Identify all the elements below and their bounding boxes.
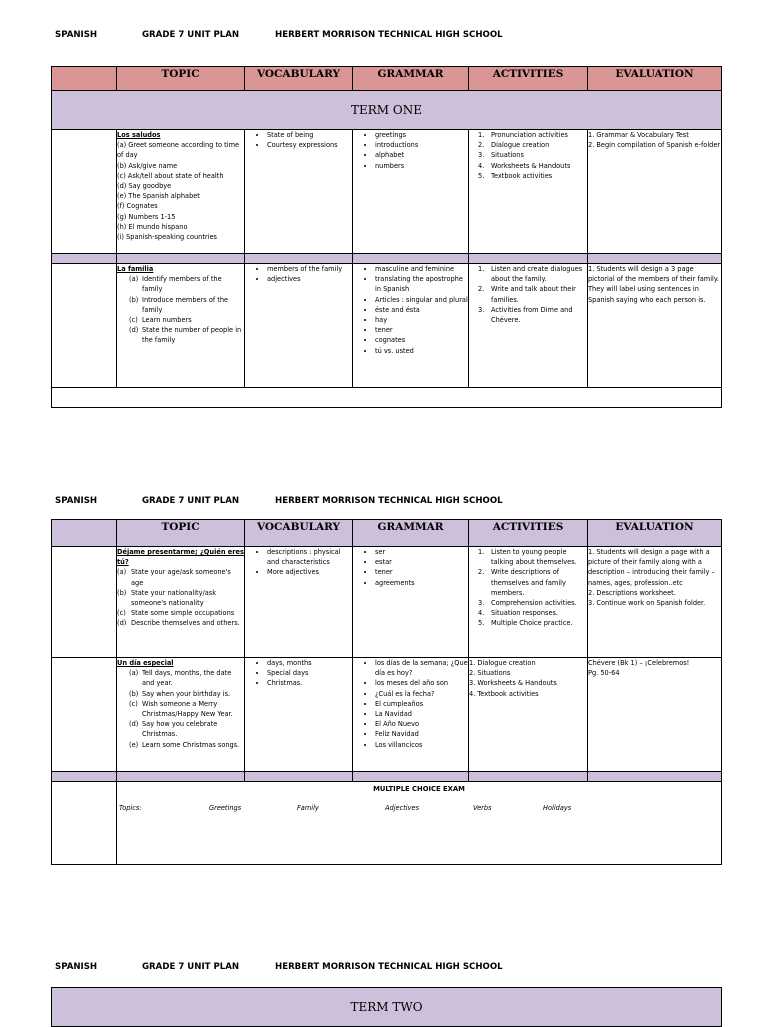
list-item: • Feliz Navidad	[375, 729, 468, 739]
list-item: 1. Pronunciation activities	[478, 131, 568, 139]
list-item: (h) El mundo hispano	[117, 222, 188, 231]
topic-title: Un día especial	[117, 659, 174, 667]
topic-cell	[117, 658, 245, 772]
evaluation-cell	[588, 264, 722, 388]
list-item: (c) Ask/tell about state of health	[117, 171, 224, 180]
list-item: • Courtesy expressions	[267, 140, 352, 150]
list-item: • tener	[375, 567, 468, 577]
topics-label: Topics:	[119, 804, 142, 813]
list-item: (i) Spanish-speaking countries	[117, 233, 217, 242]
list-item: 4. Situation responses.	[478, 609, 559, 618]
evaluation-cell	[588, 547, 722, 658]
evaluation-header: EVALUATION	[588, 67, 722, 91]
grammar-cell	[353, 130, 469, 254]
list-item: • El Año Nuevo	[375, 719, 468, 729]
list-item: 1. Listen to young people talking about themselves.	[478, 548, 577, 567]
topic-title: La familia	[117, 265, 154, 273]
spacer-row	[52, 254, 722, 264]
list-item: • masculine and feminine	[375, 264, 468, 274]
page-header	[0, 496, 768, 510]
list-item: • La Navidad	[375, 709, 468, 719]
list-item: 4. Worksheets & Handouts	[478, 161, 571, 170]
list-item: (d) Describe themselves and others.	[117, 619, 240, 628]
list-item: (a) Identify members of the family	[129, 275, 222, 294]
topic-header: TOPIC	[117, 67, 245, 91]
activities-cell	[469, 264, 588, 388]
evaluation-header: EVALUATION	[588, 520, 722, 547]
list-item: (d) Say how you celebrate Christmas.	[129, 720, 218, 739]
list-item: 5. Textbook activities	[478, 171, 553, 180]
list-item: • translating the apostrophe in Spanish	[375, 274, 468, 294]
list-item: (b) Ask/give name	[117, 161, 178, 170]
list-item: (b) Say when your birthday is.	[129, 689, 231, 698]
activities-cell	[469, 658, 588, 772]
vocabulary-cell	[245, 264, 353, 388]
list-item: 2. Dialogue creation	[478, 141, 550, 150]
topic-cell	[117, 130, 245, 254]
list-item: • ¿Cuál es la fecha?	[375, 689, 468, 699]
term-one-label: TERM ONE	[52, 91, 722, 130]
list-item: • cognates	[375, 335, 468, 345]
list-item: (a) State your age/ask someone's age	[117, 568, 231, 587]
list-item: • greetings	[375, 130, 468, 140]
header-school: HERBERT MORRISON TECHNICAL HIGH SCHOOL	[275, 496, 503, 506]
spacer-row	[52, 772, 722, 782]
list-item: • agreements	[375, 578, 468, 588]
list-item: • éste and ésta	[375, 305, 468, 315]
list-item: (g) Numbers 1-15	[117, 212, 176, 221]
list-item: 3. Comprehension activities.	[478, 599, 577, 608]
list-item: (c) State some simple occupations	[117, 609, 235, 618]
exam-topic: Family	[297, 804, 319, 813]
section-two-table	[51, 519, 722, 865]
grammar-cell	[353, 264, 469, 388]
activities-cell	[469, 130, 588, 254]
list-item: 3. Continue work on Spanish folder.	[588, 599, 706, 608]
list-item: • los meses del año son	[375, 678, 468, 688]
header-subject: SPANISH	[55, 962, 98, 972]
grammar-cell	[353, 658, 469, 772]
column-header-row	[52, 520, 722, 547]
header-subject: SPANISH	[55, 30, 98, 40]
header-plan: GRADE 7 UNIT PLAN	[142, 496, 240, 506]
list-item: • tú vs. usted	[375, 346, 468, 356]
grammar-header: GRAMMAR	[353, 520, 469, 547]
list-item: 1. Students will design a 3 page pictorial of the members of their family. They will label using sentences in Spanish saying who each person is.	[588, 265, 719, 304]
list-item: • Special days	[267, 668, 352, 678]
list-item: (a) Tell days, months, the date and year.	[129, 669, 232, 688]
exam-cell	[117, 782, 722, 865]
table-row	[52, 130, 722, 254]
grammar-cell	[353, 547, 469, 658]
list-item: Chévere (Bk 1) – ¡Celebremos!	[588, 659, 690, 667]
list-item: • days, months	[267, 658, 352, 668]
header-school: HERBERT MORRISON TECHNICAL HIGH SCHOOL	[275, 962, 503, 972]
list-item: (f) Cognates	[117, 202, 158, 211]
list-item: • numbers	[375, 161, 468, 171]
list-item: • tener	[375, 325, 468, 335]
header-subject: SPANISH	[55, 496, 98, 506]
header-school: HERBERT MORRISON TECHNICAL HIGH SCHOOL	[275, 30, 503, 40]
list-item: • descriptions : physical and characteristics	[267, 547, 352, 567]
blank-header-cell	[52, 520, 117, 547]
list-item: 2. Write descriptions of themselves and family members.	[478, 568, 566, 597]
exam-topic: Greetings	[209, 804, 242, 813]
list-item: • El cumpleaños	[375, 699, 468, 709]
list-item: 3. Worksheets & Handouts	[469, 679, 557, 688]
list-item: 1. Listen and create dialogues about the family.	[478, 265, 583, 284]
vocabulary-cell	[245, 547, 353, 658]
exam-title: MULTIPLE CHOICE EXAM	[373, 785, 465, 793]
exam-topics	[117, 803, 721, 819]
topic-cell	[117, 547, 245, 658]
list-item: (b) Introduce members of the family	[129, 295, 229, 314]
blank-header-cell	[52, 67, 117, 91]
topic-cell	[117, 264, 245, 388]
list-item: • members of the family	[267, 264, 352, 274]
vocabulary-cell	[245, 130, 353, 254]
exam-topic: Holidays	[543, 804, 572, 813]
list-item: 2. Write and talk about their families.	[478, 285, 576, 304]
term-one-row	[52, 91, 722, 130]
list-item: Pg. 50-64	[588, 669, 620, 678]
table-row	[52, 264, 722, 388]
header-plan: GRADE 7 UNIT PLAN	[142, 30, 240, 40]
list-item: (c) Learn numbers	[129, 316, 192, 325]
list-item: (b) State your nationality/ask someone's nationality	[117, 588, 217, 608]
column-header-row	[52, 67, 722, 91]
list-item: 2. Situations	[469, 669, 511, 678]
list-item: (e) The Spanish alphabet	[117, 192, 200, 201]
vocabulary-header: VOCABULARY	[245, 520, 353, 547]
list-item: (d) State the number of people in the family	[129, 326, 242, 345]
exam-topic: Adjectives	[385, 804, 420, 813]
table-row	[52, 547, 722, 658]
page-header	[0, 962, 768, 976]
exam-topic: Verbs	[473, 804, 492, 813]
table-row	[52, 658, 722, 772]
list-item: • estar	[375, 557, 468, 567]
list-item: (a) Greet someone according to time of day	[117, 141, 240, 160]
grammar-header: GRAMMAR	[353, 67, 469, 91]
list-item: (e) Learn some Christmas songs.	[129, 740, 240, 749]
list-item: (c) Wish someone a Merry Christmas/Happy New Year.	[129, 699, 233, 719]
evaluation-cell	[588, 658, 722, 772]
list-item: 1. Students will design a page with a picture of their family along with a description – introducing their family – names, ages, profession..etc	[588, 548, 715, 587]
exam-row	[52, 782, 722, 865]
list-item: • introductions	[375, 140, 468, 150]
activities-cell	[469, 547, 588, 658]
list-item: 5. Multiple Choice practice.	[478, 619, 573, 628]
list-item: • State of being	[267, 130, 352, 140]
list-item: 2. Descriptions worksheet.	[588, 588, 676, 597]
page-header	[0, 30, 768, 44]
evaluation-cell	[588, 130, 722, 254]
topic-header: TOPIC	[117, 520, 245, 547]
term-two-table	[51, 987, 722, 1027]
term-two-row	[52, 988, 722, 1027]
list-item: 2. Begin compilation of Spanish e-folder	[588, 141, 721, 150]
list-item: 1. Grammar & Vocabulary Test	[588, 131, 689, 139]
list-item: • alphabet	[375, 150, 468, 160]
list-item: • Christmas.	[267, 678, 352, 688]
activities-header: ACTIVITIES	[469, 67, 588, 91]
empty-row	[52, 388, 722, 408]
list-item: • hay	[375, 315, 468, 325]
list-item: 3. Situations	[478, 151, 524, 160]
list-item: • los días de la semana; ¿Que día es hoy?	[375, 658, 468, 678]
list-item: • More adjectives	[267, 567, 352, 577]
term-one-table	[51, 66, 722, 408]
list-item: 1. Dialogue creation	[469, 659, 536, 667]
activities-header: ACTIVITIES	[469, 520, 588, 547]
list-item: 3. Activities from Dime and Chévere.	[478, 305, 573, 325]
list-item: • Articles : singular and plural	[375, 295, 468, 305]
term-two-label: TERM TWO	[52, 988, 722, 1027]
topic-title: Los saludos	[117, 131, 161, 139]
list-item: • ser	[375, 547, 468, 557]
list-item: 4. Textbook activities	[469, 689, 539, 698]
list-item: • Los villancicos	[375, 740, 468, 750]
vocabulary-cell	[245, 658, 353, 772]
topic-title: Déjame presentarme; ¿Quién eres tú?	[117, 548, 244, 567]
vocabulary-header: VOCABULARY	[245, 67, 353, 91]
list-item: • adjectives	[267, 274, 352, 284]
header-plan: GRADE 7 UNIT PLAN	[142, 962, 240, 972]
list-item: (d) Say goodbye	[117, 182, 172, 191]
